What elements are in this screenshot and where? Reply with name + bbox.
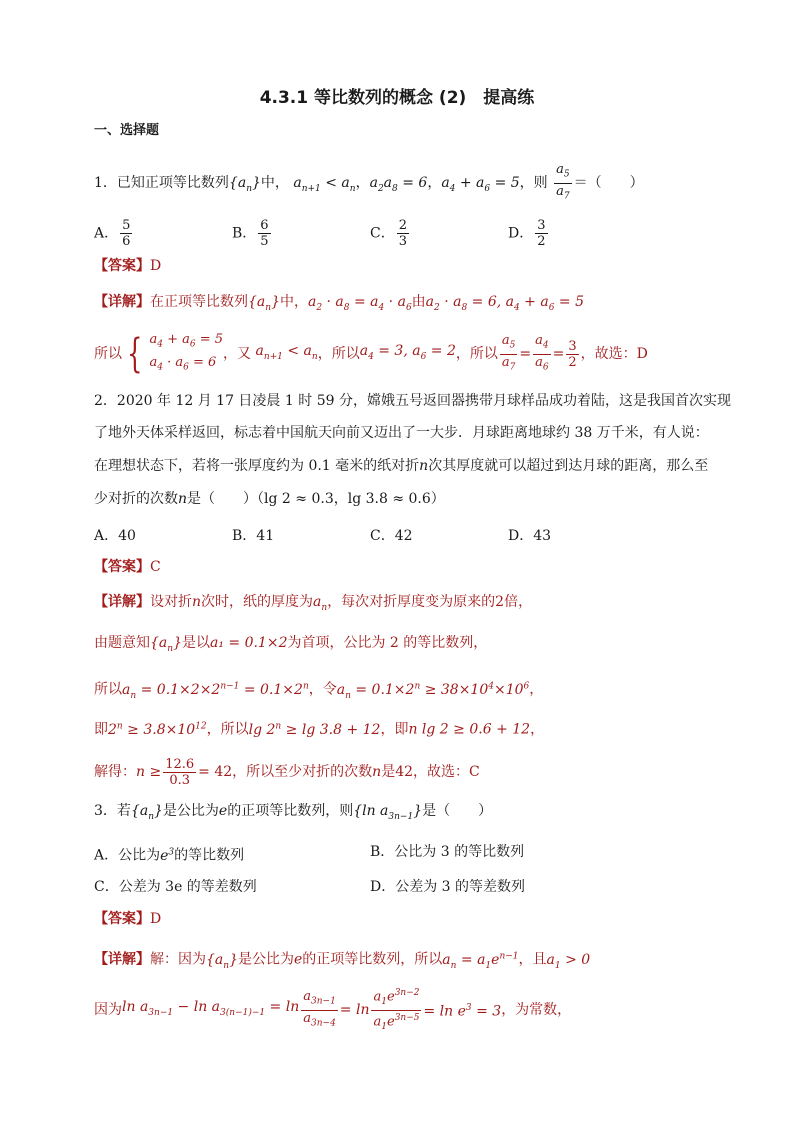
q2-line1 [94,391,731,411]
q3-number: 3． [94,803,117,819]
q1-option-d-label: D． [508,225,534,242]
q2-d2c: a₁ = 0.1×2 [209,635,288,651]
q1-detail-text1: 在正项等比数列 [150,294,248,310]
q3-option-a: A．公比为$e^3$的等比数列 [94,847,245,864]
q2-text4b: 是（ ）（lg 2 ≈ 0.3，lg 3.8 ≈ 0.6） [187,491,445,507]
q1-option-a-label: A． [94,225,119,242]
q1-detail-text7: ，所以 [455,346,498,362]
q2-d2b: 是以 [181,635,210,651]
q2-var-n: n [419,458,429,474]
q1-option-d-den: 2 [537,234,546,249]
q3-c: 的正项等比数列，则 [227,803,354,819]
q1-seq: $\{a_n\}$ [228,175,261,194]
q1-detail-text8: ，故选：D [580,346,648,362]
question-1: 1．已知正项等比数列$\{a_n\}$中， $a_{n+1} < a_n$，$a_2a_8 = 6$，$a_4 + a_6 = 5$，则 $\frac{a_5}{a_7}$ ＝（ ） [94,162,644,204]
q2-detail-line3: 所以$a_n = 0.1\times 2\times 2^{n-1} = 0.1\times 2^n$，令$a_n = 0.1\times 2^n \ge 38\times 10^4\times 10^6$， [94,681,544,701]
q2-d4a: 即 [94,721,108,738]
q1-answer-label: 【答案】 [94,258,150,274]
q1-detail-text6: ，所以 [317,346,360,362]
q2-d4b: ，所以 [206,721,249,738]
q2-text3a: 在理想状态下，若将一张厚度约为 0.1 毫米的纸对折 [94,458,420,474]
q2-d2d: 为首项，公比为 2 的等比数列， [287,635,488,651]
q2-line3 [94,456,708,476]
page-title: 4.3.1 等比数列的概念 (2) 提高练 [259,88,535,108]
q1-detail-eq2: $a_2 \cdot a_8 = 6$, $a_4 + a_6 = 5$ [425,294,584,313]
q2-text1: 2020 年 12 月 17 日凌晨 1 时 59 分，嫦娥五号返回器携带月球样品成功着陆，这是我国首次实现 [116,393,731,409]
q2-line4 [94,489,445,509]
q3-detail-label: 【详解】 [94,951,150,968]
q3-detail-line2: 因为 $\ln a_{3n-1} - \ln a_{3(n-1)-1} = \ln$ $\frac{a_{3n-1}}{a_{3n-4}}$ = ln $\frac{a_1e^{3n-2}}{a_1e^{3n-5}}$ = $\ln e^3 = 3$ ，为常数， [94,990,571,1030]
q1-option-c-frac [397,218,409,249]
q2-option-b: B．41 [232,528,275,544]
q2-d3b: ，令 [308,681,337,698]
q1-detail-vals: $a_4 = 3$, $a_6 = 2$ [359,343,456,362]
q2-answer-label: 【答案】 [94,559,150,575]
q1-detail-cond: $a_{n+1} < a_n$ [251,343,318,362]
q2-option-d: D．43 [508,528,552,544]
q2-line2: 了地外天体采样返回，标志着中国航天向前又迈出了一大步．月球距离地球约 38 万千米，有人说： [94,425,709,441]
q3-answer-value: D [150,911,162,927]
q2-d5d: ，故选：C [413,764,480,780]
q2-option-a: A．40 [94,528,136,544]
q1-option-c-num: 2 [398,218,407,233]
q2-answer [94,557,161,577]
q3-d2a: 因为 [94,1002,122,1018]
q2-answer-value: C [150,559,161,575]
q1-detail-text3: 由 [411,294,426,310]
q3-option-b: B．公比为 3 的等比数列 [370,844,525,860]
q3-d1a: 解：因为 [150,951,206,968]
q1-prefix: 已知正项等比数列 [116,175,229,192]
q2-detail-line4: 即$2^n \ge 3.8\times 10^{12}$，所以$\lg 2^n \ge \lg 3.8 + 12$，即n lg 2 ≥ 0.6 + 12， [94,721,545,738]
q1-detail-frac2: $a_4$ $a_6$ [535,332,549,373]
q1-option-b [232,218,273,249]
q2-d5b: ，所以至少对折的次数 [232,764,373,780]
q1-option-a-num: 5 [122,218,131,233]
q2-var-n2: n [178,491,188,507]
q3-d2b: ，为常数， [501,1002,572,1018]
q1-option-c [370,218,411,249]
q1-ask: ＝（ ） [573,175,644,192]
q1-detail-eq1: $a_2 \cdot a_8 = a_4 \cdot a_6$ [307,294,412,313]
q2-d4d: ， [530,721,545,738]
q1-detail-label: 【详解】 [94,294,150,310]
q1-detail-frac1: $a_5$ $a_7$ [501,332,516,373]
q3-d1c: 的正项等比数列，所以 [302,951,443,968]
q1-detail-frac3: 3 2 [568,338,577,370]
q2-text3b: 次其厚度就可以超过到达月球的距离，那么至 [428,458,709,474]
q3-frac1: $\frac{a_{3n-1}}{a_{3n-4}}$ [303,988,336,1029]
q2-frac: $\frac{12.6}{0.3}$ [165,756,195,788]
q2-d4c: ，即 [380,721,409,738]
q1-option-c-label: C． [370,225,395,242]
q3-option-d: D．公差为 3 的等差数列 [370,879,526,895]
q2-d1b: 次时，纸的厚度为 [201,594,314,610]
question-3: 3．若$\{a_n\}$是公比为e的正项等比数列，则{ln $a_{3n-1}$}是（ ） [94,803,493,822]
q3-option-a-label2: 的等比数列 [174,847,245,864]
q1-answer [94,256,161,276]
q2-d3a: 所以 [94,681,122,698]
q1-number: 1． [94,175,117,192]
q1-mid: 中， [260,175,289,192]
q2-detail-line5: 解得： n ≥ $\frac{12.6}{0.3}$ = 42 ，所以至少对折的次数 n 是 42 ，故选：C [94,756,480,788]
q1-option-a-den: 6 [122,234,131,249]
q1-detail-line1 [94,292,584,318]
q3-detail-line1: 【详解】解：因为$\{a_n\}$是公比为e的正项等比数列，所以$a_n = a_1e^{n-1}$，且$a_1 > 0$ [94,951,591,971]
q3-d1d: ，且 [518,951,547,968]
q2-detail-line1: 【详解】设对折n次时，纸的厚度为$a_n$，每次对折厚度变为原来的2倍， [94,594,533,613]
q1-option-a-frac [120,218,132,249]
q2-d1a: 设对折 [150,594,192,610]
q1-option-b-num: 6 [260,218,269,233]
q2-text4a: 少对折的次数 [94,491,178,507]
q1-detail-text4: 所以 [94,346,122,362]
q1-system: { $a_4 + a_6 = 5$ $a_4 \cdot a_6 = 6$ [127,331,224,377]
q1-detail-seq: $\{a_n\}$ [248,294,280,313]
q3-answer-label: 【答案】 [94,911,150,927]
q1-option-a [94,218,134,249]
q2-d1c: ，每次对折厚度变为原来的2倍， [327,594,533,610]
q2-detail-label: 【详解】 [94,594,150,610]
q1-option-b-label: B． [232,225,257,242]
q1-detail-line2: 所以 { $a_4 + a_6 = 5$ $a_4 \cdot a_6 = 6$ ，又 $a_{n+1} < a_n$ ，所以 $a_4 = 3$, $a_6 = 2$ ，所以 $a_5$ $a_7$ = $a_4$ $a_6$ = 3 2 ，故选：D [94,331,648,377]
q2-d5a: 解得： [94,764,136,780]
q1-cond2: $a_2a_8 = 6$ [369,175,428,194]
q3-d1b: 是公比为 [237,951,294,968]
q3-frac2: $\frac{a_1e^{3n-2}}{a_1e^{3n-5}}$ [373,987,420,1032]
q3-option-a-label: A．公比为 [94,847,161,864]
q2-d2a: 由题意知 [94,635,150,651]
q1-option-c-den: 3 [398,234,407,249]
q1-option-d [508,218,550,249]
q1-option-b-den: 5 [260,234,269,249]
q2-d3c: ， [529,681,544,698]
q1-option-b-frac [258,218,270,249]
q2-d5c: 是 [381,764,396,780]
q1-option-d-frac [535,218,547,249]
q1-fraction: $\frac{a_5}{a_7}$ [556,162,570,202]
q3-answer [94,909,161,929]
q3-option-c: C．公差为 3e 的等差数列 [94,879,257,895]
q2-option-c: C．42 [370,528,413,544]
q1-option-d-num: 3 [537,218,546,233]
q1-detail-text5: ，又 [223,346,252,362]
q1-cond3: $a_4 + a_6 = 5$ [441,175,520,194]
q3-d: 是（ ） [422,803,493,819]
q1-cond1: $a_{n+1} < a_n$ [293,175,356,194]
section-heading: 一、选择题 [94,123,160,138]
q1-answer-value: D [150,258,162,274]
q1-detail-text2: 中， [279,294,308,310]
q2-number: 2． [94,393,117,409]
q3-b: 是公比为 [162,803,219,819]
q3-a: 若 [116,803,131,819]
q2-detail-line2: 由题意知$\{a_n\}$是以a₁ = 0.1×2为首项，公比为 2 的等比数列， [94,635,488,654]
